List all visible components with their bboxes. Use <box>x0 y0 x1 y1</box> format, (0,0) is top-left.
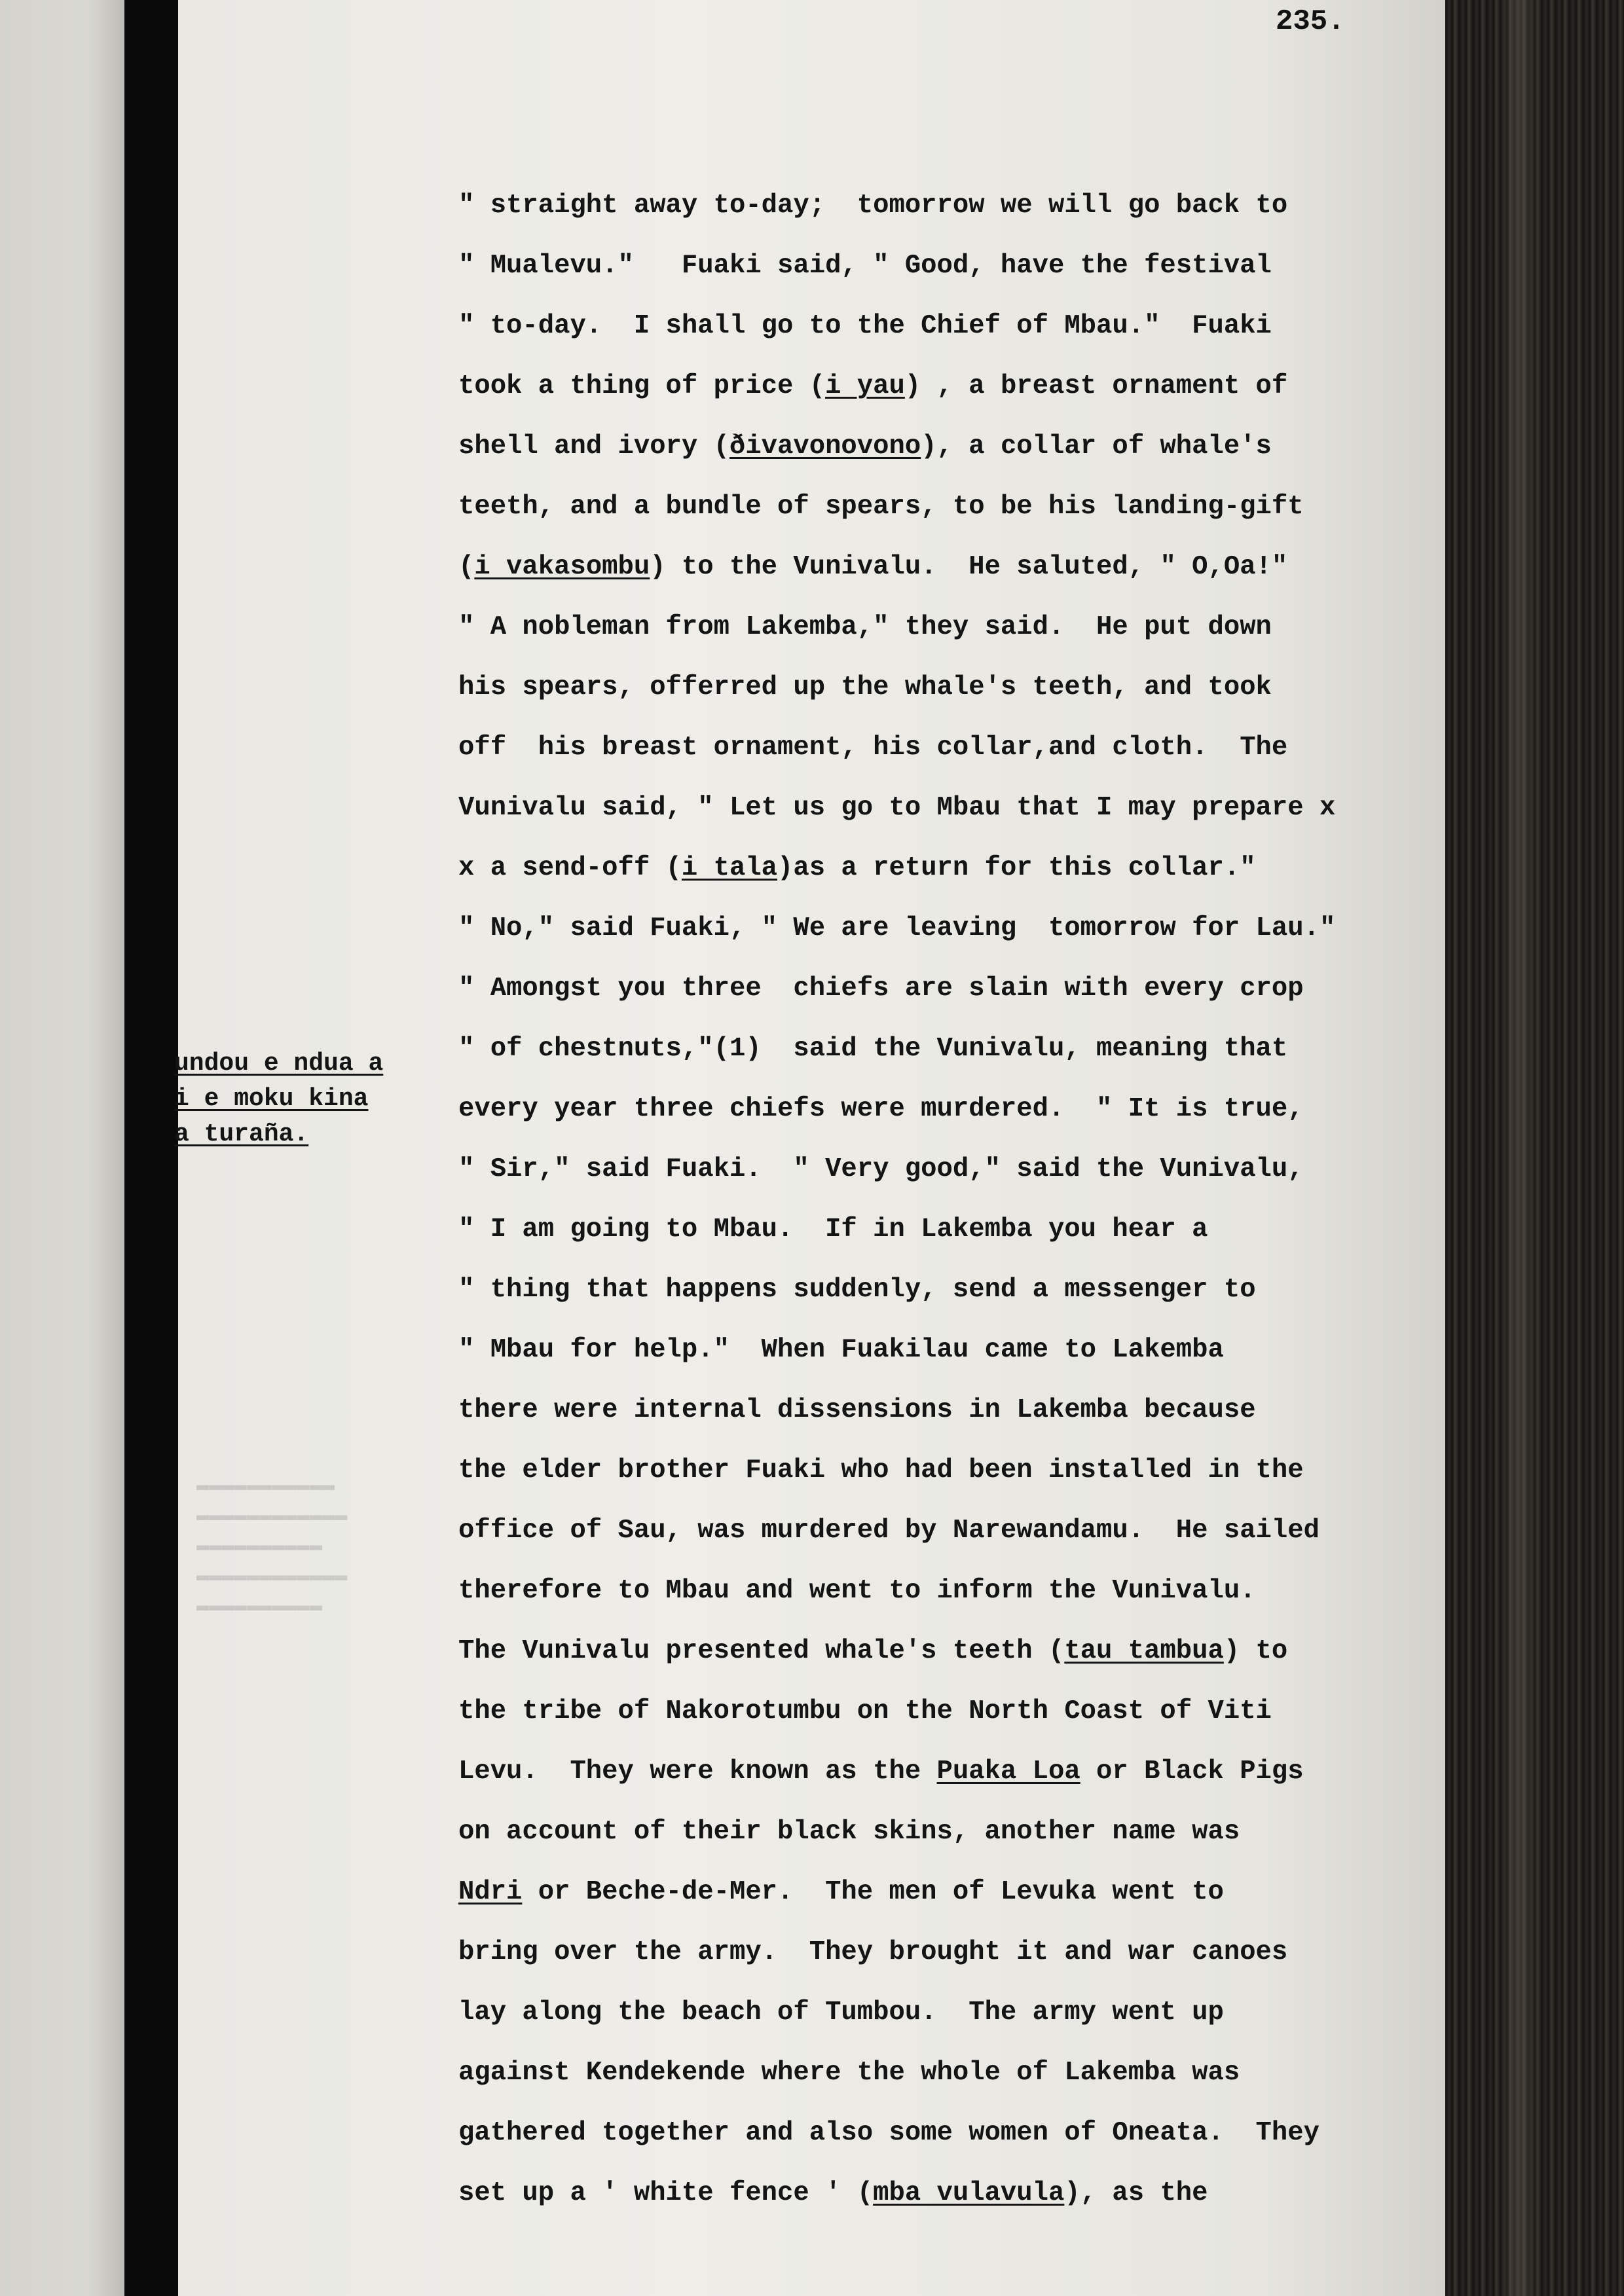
text-line <box>458 838 1441 898</box>
binding-bar <box>124 0 178 2296</box>
text-line <box>458 958 1441 1019</box>
text-line <box>458 1741 1441 1802</box>
margin-note-line: i e moku kina <box>174 1085 369 1113</box>
text-line <box>458 356 1441 416</box>
text-segment: " No," said Fuaki, " We are leaving tomorrow for Lau." <box>458 913 1336 943</box>
text-line <box>458 2103 1441 2163</box>
text-segment: there were internal dissensions in Lakemba because <box>458 1395 1256 1425</box>
text-segment: " of chestnuts,"(1) said the Vunivalu, meaning that <box>458 1034 1288 1064</box>
underlined-term: i tala <box>681 853 778 883</box>
margin-note <box>174 1046 423 1152</box>
text-segment: on account of their black skins, another name was <box>458 1817 1240 1847</box>
text-segment: ) to <box>1223 1636 1288 1666</box>
text-line <box>458 1501 1441 1561</box>
text-segment: lay along the beach of Tumbou. The army went up <box>458 1997 1224 2028</box>
right-page-edge-highlight <box>1500 0 1539 2296</box>
text-segment: or Beche-de-Mer. The men of Levuka went to <box>522 1877 1224 1907</box>
text-segment: took a thing of price ( <box>458 371 826 401</box>
page-number: 235. <box>1276 5 1345 38</box>
text-segment: therefore to Mbau and went to inform the Vunivalu. <box>458 1576 1256 1606</box>
text-line <box>458 1802 1441 1862</box>
text-line <box>458 537 1441 597</box>
text-segment: " Mbau for help." When Fuakilau came to Lakemba <box>458 1335 1224 1365</box>
left-margin-strip <box>0 0 124 2296</box>
text-line <box>458 898 1441 958</box>
text-segment: every year three chiefs were murdered. " It is true, <box>458 1094 1304 1124</box>
text-line <box>458 1079 1441 1139</box>
text-segment: against Kendekende where the whole of Lakemba was <box>458 2058 1240 2088</box>
text-segment: " straight away to-day; tomorrow we will go back to <box>458 191 1288 221</box>
text-segment: ) to the Vunivalu. He saluted, " O,Oa!" <box>650 552 1288 582</box>
text-segment: " to-day. I shall go to the Chief of Mbau." Fuaki <box>458 311 1272 341</box>
text-segment: Levu. They were known as the <box>458 1757 937 1787</box>
bleed-through-left: ▬▬▬▬▬▬▬▬▬▬▬ ▬▬▬▬▬▬▬▬▬▬▬▬ ▬▬▬▬▬▬▬▬▬▬ ▬▬▬▬▬▬▬▬▬▬▬▬ ▬▬▬▬▬▬▬▬▬▬ <box>196 1473 348 1618</box>
underlined-term: i yau <box>825 371 905 401</box>
margin-note-line: undou e ndua a <box>174 1049 384 1078</box>
text-segment: bring over the army. They brought it and war canoes <box>458 1937 1288 1967</box>
text-line <box>458 657 1441 718</box>
underlined-term: mba vulavula <box>873 2178 1065 2208</box>
text-line <box>458 1440 1441 1501</box>
text-line <box>458 1922 1441 1982</box>
text-line <box>458 236 1441 296</box>
underlined-term: ðivavonovono <box>729 431 921 462</box>
text-segment: gathered together and also some women of Oneata. They <box>458 2118 1320 2148</box>
text-line <box>458 175 1441 236</box>
text-segment: shell and ivory ( <box>458 431 729 462</box>
text-segment: Vunivalu said, " Let us go to Mbau that I may prepare x <box>458 793 1336 823</box>
text-segment: " I am going to Mbau. If in Lakemba you hear a <box>458 1214 1208 1245</box>
text-line <box>458 1199 1441 1260</box>
text-line <box>458 1380 1441 1440</box>
text-line <box>458 1139 1441 1199</box>
text-line <box>458 1561 1441 1621</box>
underlined-term: Ndri <box>458 1877 523 1907</box>
text-segment: office of Sau, was murdered by Narewandamu. He sailed <box>458 1516 1320 1546</box>
text-line <box>458 718 1441 778</box>
underlined-term: Puaka Loa <box>936 1757 1080 1787</box>
text-segment: the elder brother Fuaki who had been installed in the <box>458 1455 1304 1485</box>
text-segment: ) , a breast ornament of <box>904 371 1288 401</box>
text-segment: " Sir," said Fuaki. " Very good," said the Vunivalu, <box>458 1154 1304 1184</box>
text-line <box>458 597 1441 657</box>
text-line <box>458 2163 1441 2223</box>
text-segment: ), as the <box>1064 2178 1208 2208</box>
text-line <box>458 1019 1441 1079</box>
text-segment: " A nobleman from Lakemba," they said. He put down <box>458 612 1272 642</box>
text-segment: )as a return for this collar." <box>777 853 1256 883</box>
text-segment: teeth, and a bundle of spears, to be his landing-gift <box>458 492 1304 522</box>
text-segment: " thing that happens suddenly, send a messenger to <box>458 1275 1256 1305</box>
text-segment: the tribe of Nakorotumbu on the North Coast of Viti <box>458 1696 1272 1726</box>
text-line <box>458 1982 1441 2043</box>
text-segment: set up a ' white fence ' ( <box>458 2178 874 2208</box>
text-line <box>458 1621 1441 1681</box>
text-segment: x a send-off ( <box>458 853 682 883</box>
text-segment: " Amongst you three chiefs are slain with every crop <box>458 974 1304 1004</box>
text-line <box>458 1862 1441 1922</box>
text-segment: ( <box>458 552 475 582</box>
text-line <box>458 778 1441 838</box>
margin-note-line: a turaña. <box>174 1120 309 1148</box>
underlined-term: tau tambua <box>1064 1636 1224 1666</box>
text-segment: ), a collar of whale's <box>921 431 1272 462</box>
underlined-term: i vakasombu <box>474 552 650 582</box>
text-line <box>458 296 1441 356</box>
text-line <box>458 477 1441 537</box>
text-segment: " Mualevu." Fuaki said, " Good, have the festival <box>458 251 1272 281</box>
text-segment: The Vunivalu presented whale's teeth ( <box>458 1636 1065 1666</box>
text-segment: his spears, offerred up the whale's teeth, and took <box>458 672 1272 702</box>
body-text <box>458 175 1441 2223</box>
text-segment: off his breast ornament, his collar,and cloth. The <box>458 733 1288 763</box>
text-line <box>458 416 1441 477</box>
text-line <box>458 1320 1441 1380</box>
text-line <box>458 1681 1441 1741</box>
text-line <box>458 1260 1441 1320</box>
text-line <box>458 2043 1441 2103</box>
text-segment: or Black Pigs <box>1080 1757 1304 1787</box>
